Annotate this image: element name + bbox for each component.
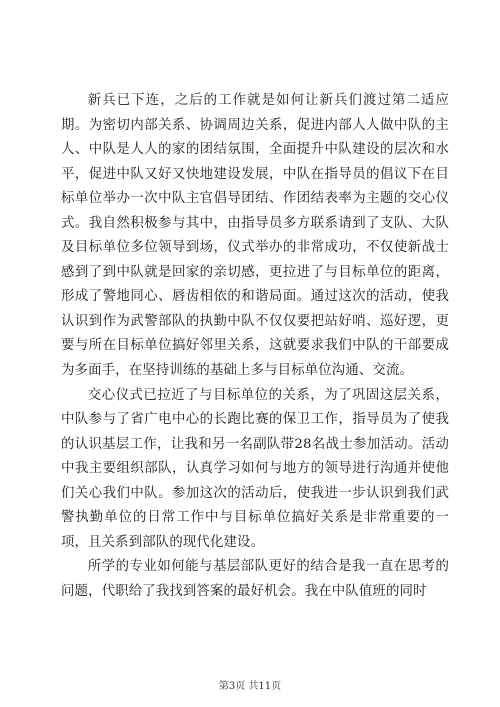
- page-footer: 第3页 共11页: [218, 681, 282, 692]
- document-body: [61, 89, 449, 604]
- paragraph-3: 所学的专业如何能与基层部队更好的结合是我一直在思考的问题，代职给了我找到答案的最好机会。我在中队值班的同时: [61, 559, 449, 599]
- paragraph-1: 新兵已下连，之后的工作就是如何让新兵们渡过第二适应期。为密切内部关系、协调周边关系，促进内部人人做中队的主人、中队是人人的家的团结氛围，全面提升中队建设的层次和水平，促进中队又好又快地建设发展，中队在指导员的倡议下在目标单位举办一次中队主官倡导团结、作团结表率为主题的交心仪式。我自然积极参与其中，由指导员多方联系请到了支队、大队及目标单位多位领导到场，仪式举办的非常成功，不仅使新战士感到了到中队就是回家的亲切感，更拉进了与目标单位的距离，形成了警地同心、唇齿相依的和谐局面。通过这次的活动，使我认识到作为武警部队的执勤中队不仅仅要把站好哨、巡好逻，更要与所在目标单位搞好邻里关系，这就要求我们中队的干部要成为多面手，在坚持训练的基础上多与目标单位沟通、交流。: [61, 93, 449, 379]
- paragraph-2: 交心仪式已拉近了与目标单位的关系，为了巩固这层关系，中队参与了省广电中心的长跑比赛的保卫工作，指导员为了使我的认识基层工作，让我和另一名副队带28名战士参加活动。活动中我主要组织部队，认真学习如何与地方的领导进行沟通并使他们关心我们中队。参加这次的活动后，使我进一步认识到我们武警执勤单位的日常工作中与目标单位搞好关系是非常重要的一项，且关系到部队的现代化建设。: [61, 387, 449, 550]
